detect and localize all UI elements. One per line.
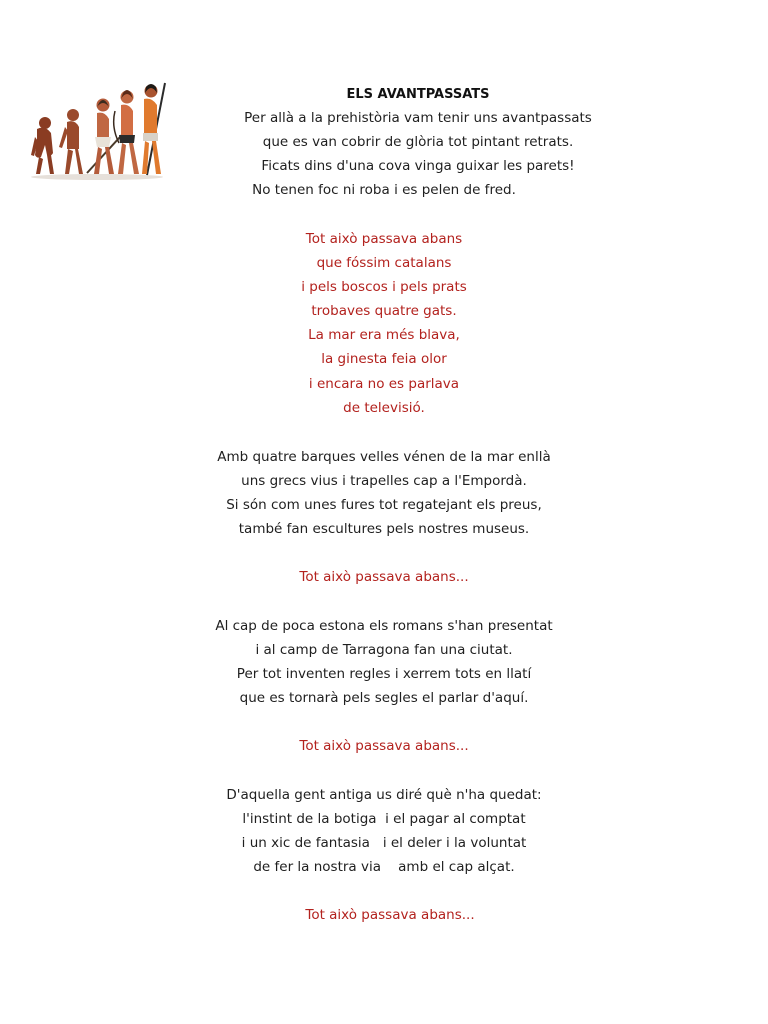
- stanza2-line-4: també fan escultures pels nostres museus.: [238, 521, 530, 537]
- human-evolution-figures-icon: [27, 77, 167, 181]
- stanza3-line-1: Al cap de poca estona els romans s'han presentat: [215, 618, 553, 634]
- stanza3-line-4: que es tornarà pels segles el parlar d'aquí.: [239, 690, 529, 706]
- chorus-line-1: Tot això passava abans: [305, 231, 463, 247]
- stanza3-line-2: i al camp de Tarragona fan una ciutat.: [255, 642, 513, 658]
- human-evolution-illustration: [27, 77, 167, 181]
- stanza4-line-4: de fer la nostra via amb el cap alçat.: [253, 859, 515, 875]
- chorus-line-4: trobaves quatre gats.: [311, 303, 457, 319]
- poem-title: ELS AVANTPASSATS: [346, 87, 490, 102]
- stanza4-line-3: i un xic de fantasia i el deler i la voluntat: [241, 835, 527, 851]
- stanza1-line-4: No tenen foc ni roba i es pelen de fred.: [252, 182, 516, 198]
- stanza2-line-1: Amb quatre barques velles vénen de la mar enllà: [217, 449, 551, 465]
- chorus-line-6: la ginesta feia olor: [321, 351, 447, 367]
- stanza1-line-1: Per allà a la prehistòria vam tenir uns avantpassats: [244, 110, 592, 126]
- stanza4-line-2: l'instint de la botiga i el pagar al comptat: [242, 811, 526, 827]
- stanza4-line-1: D'aquella gent antiga us diré què n'ha quedat:: [226, 787, 542, 803]
- refrain-short-3: Tot això passava abans...: [305, 907, 475, 923]
- chorus-line-3: i pels boscos i pels prats: [301, 279, 467, 295]
- stanza2-line-3: Si són com unes fures tot regatejant els preus,: [226, 497, 542, 513]
- refrain-short-1: Tot això passava abans...: [299, 569, 469, 585]
- refrain-short-2: Tot això passava abans...: [299, 738, 469, 754]
- stanza3-line-3: Per tot inventen regles i xerrem tots en llatí: [236, 666, 532, 682]
- chorus-line-7: i encara no es parlava: [308, 376, 460, 392]
- stanza2-line-2: uns grecs vius i trapelles cap a l'Empordà.: [241, 473, 527, 489]
- chorus-line-5: La mar era més blava,: [308, 327, 460, 343]
- stanza1-line-3: Ficats dins d'una cova vinga guixar les parets!: [261, 158, 575, 174]
- chorus-line-2: que fóssim catalans: [316, 255, 452, 271]
- stanza1-line-2: que es van cobrir de glòria tot pintant retrats.: [262, 134, 574, 150]
- chorus-line-8: de televisió.: [343, 400, 425, 416]
